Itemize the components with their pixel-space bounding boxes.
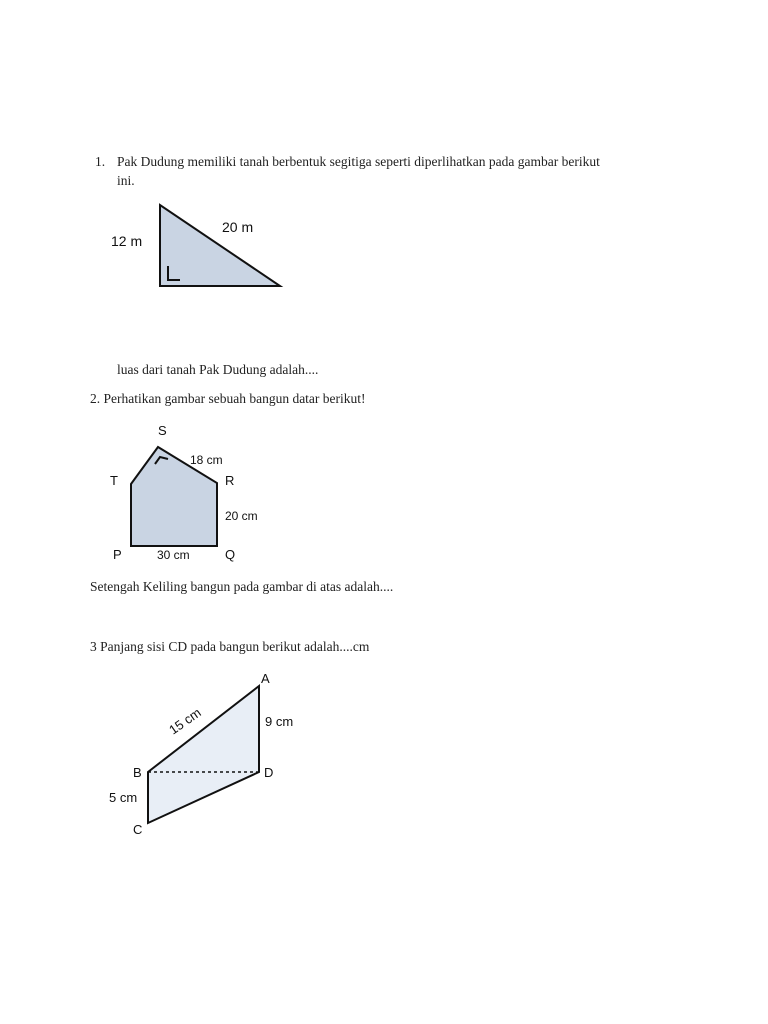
q1-triangle-figure (100, 195, 300, 300)
q1-hypotenuse-label: 20 m (222, 219, 254, 235)
q1-height-label: 12 m (111, 233, 143, 249)
vertex-d-label: D (264, 765, 274, 780)
q2-text: 2. Perhatikan gambar sebuah bangun datar berikut! (90, 391, 366, 406)
q2-pentagon-figure (100, 418, 275, 568)
side-ad-label: 9 cm (265, 714, 294, 729)
side-pq-label: 30 cm (157, 548, 190, 562)
q1-text-line1: Pak Dudung memiliki tanah berbentuk segitiga seperti diperlihatkan pada gambar berikut (117, 154, 600, 169)
side-qr-label: 20 cm (225, 509, 258, 523)
q1-number: 1. (95, 154, 106, 169)
vertex-p-label: P (113, 547, 122, 562)
right-triangle (160, 205, 280, 286)
vertex-a-label: A (261, 671, 270, 686)
vertex-q-label: Q (225, 547, 236, 562)
q1-text-line2: ini. (117, 173, 135, 188)
side-sr-label: 18 cm (190, 453, 223, 467)
vertex-r-label: R (225, 473, 235, 488)
q3-text: 3 Panjang sisi CD pada bangun berikut adalah....cm (90, 639, 370, 654)
vertex-c-label: C (133, 822, 143, 837)
side-bc-label: 5 cm (109, 790, 138, 805)
vertex-t-label: T (110, 473, 118, 488)
vertex-b-label: B (133, 765, 142, 780)
q3-quadrilateral-figure (100, 665, 310, 845)
q2-answer-prompt: Setengah Keliling bangun pada gambar di atas adalah.... (90, 579, 394, 594)
quadrilateral-shape (148, 686, 259, 823)
side-ab-label: 15 cm (166, 704, 204, 738)
q1-answer-prompt: luas dari tanah Pak Dudung adalah.... (117, 362, 319, 377)
vertex-s-label: S (158, 423, 167, 438)
